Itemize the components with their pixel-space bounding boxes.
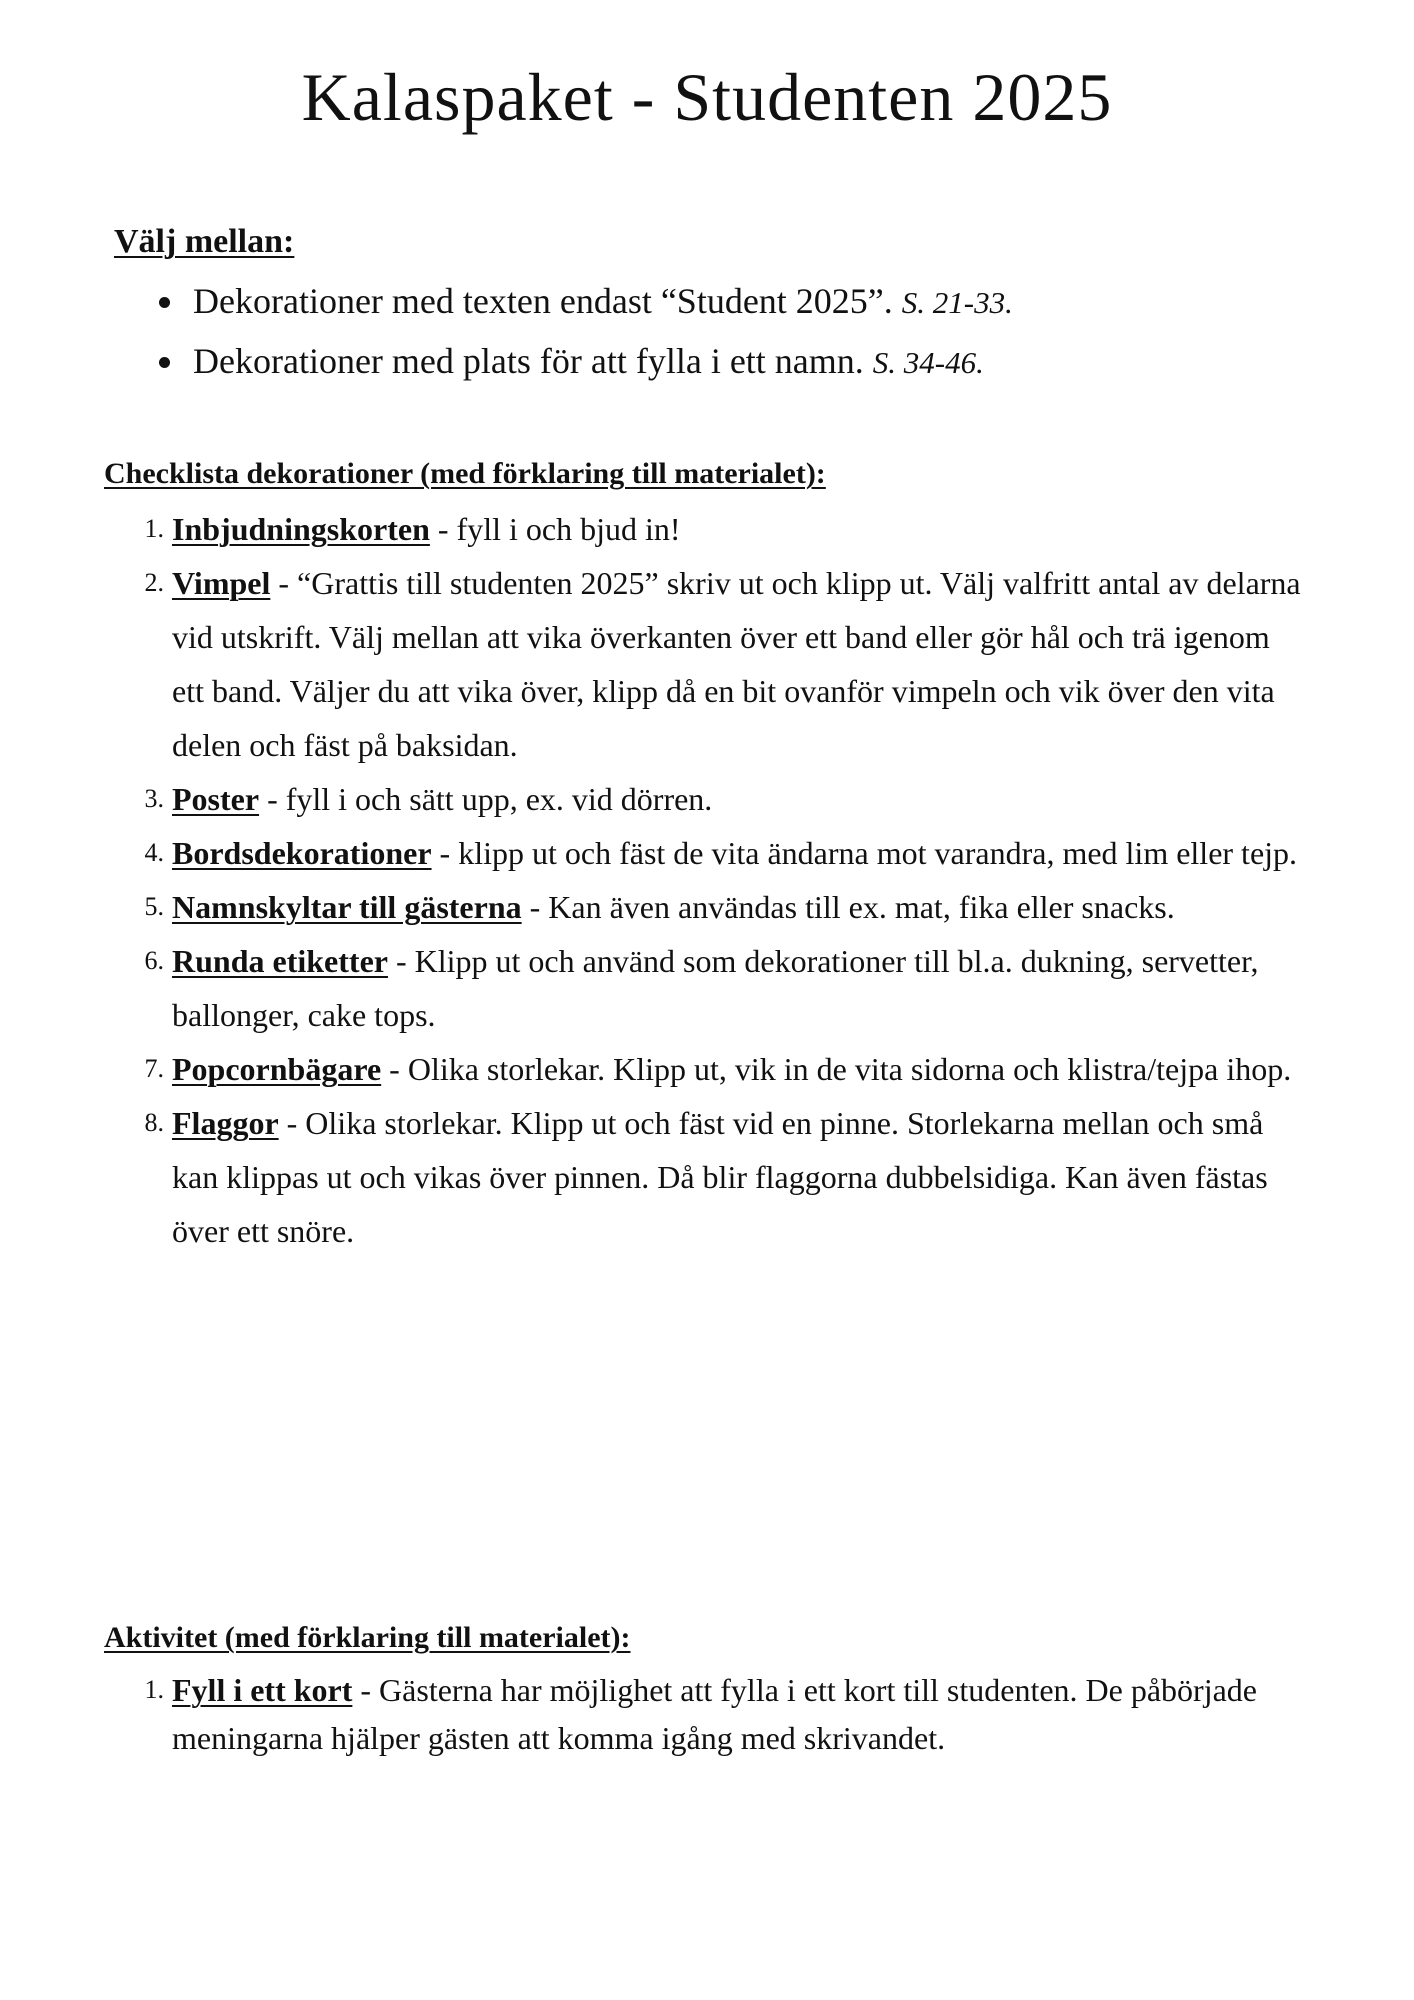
item-term: Flaggor	[172, 1105, 279, 1141]
item-description: - fyll i och sätt upp, ex. vid dörren.	[259, 781, 713, 817]
item-number: 3.	[144, 784, 164, 813]
activity-list	[104, 1666, 1364, 1762]
activity-heading: Aktivitet (med förklaring till materialet):	[104, 1621, 631, 1654]
choose-options-list	[112, 272, 1352, 392]
item-term: Poster	[172, 781, 260, 817]
choose-option-pages: S. 34-46.	[872, 345, 984, 380]
checklist-item	[144, 556, 1302, 772]
item-description: - Klipp ut och använd som dekorationer till bl.a. dukning, servetter, ballonger, cake tops.	[172, 943, 1259, 1033]
item-number: 2.	[144, 568, 164, 597]
item-description: - “Grattis till studenten 2025” skriv ut och klipp ut. Välj valfritt antal av delarna vid utskrift. Välj mellan att vika överkanten över ett band eller gör hål och trä igenom ett band. Väljer du att vika över, klipp då en bit ovanför vimpeln och vik över den vita delen och fäst på baksidan.	[172, 565, 1301, 763]
item-term: Namnskyltar till gästerna	[172, 889, 522, 925]
item-number: 1.	[144, 1675, 164, 1704]
choose-option	[187, 332, 1352, 392]
item-term: Fyll i ett kort	[172, 1672, 353, 1708]
item-number: 7.	[144, 1054, 164, 1083]
item-description: - Olika storlekar. Klipp ut och fäst vid en pinne. Storlekarna mellan och små kan klippas ut och vikas över pinnen. Då blir flaggorna dubbelsidiga. Kan även fästas över ett snöre.	[172, 1105, 1268, 1249]
activity-item	[144, 1666, 1302, 1762]
checklist-item	[144, 1096, 1302, 1258]
choose-heading: Välj mellan:	[114, 223, 295, 260]
item-term: Inbjudningskorten	[172, 511, 430, 547]
item-number: 6.	[144, 946, 164, 975]
checklist-item	[144, 1042, 1302, 1096]
page-title: Kalaspaket - Studenten 2025	[301, 59, 1113, 135]
choose-section	[112, 218, 1352, 392]
item-term: Runda etiketter	[172, 943, 388, 979]
checklist-section	[104, 452, 1364, 1258]
choose-option-text: Dekorationer med plats för att fylla i ett namn.	[193, 341, 864, 381]
item-description: - Olika storlekar. Klipp ut, vik in de vita sidorna och klistra/tejpa ihop.	[381, 1051, 1292, 1087]
checklist-item	[144, 880, 1302, 934]
item-term: Vimpel	[172, 565, 271, 601]
item-description: - Gästerna har möjlighet att fylla i ett kort till studenten. De påbörjade meningarna hjälper gästen att komma igång med skrivandet.	[172, 1672, 1257, 1756]
checklist-list	[104, 502, 1364, 1258]
item-description: - Kan även användas till ex. mat, fika eller snacks.	[521, 889, 1175, 925]
choose-option	[187, 272, 1352, 332]
item-term: Bordsdekorationer	[172, 835, 432, 871]
choose-option-pages: S. 21-33.	[901, 285, 1013, 320]
checklist-item	[144, 772, 1302, 826]
item-number: 4.	[144, 838, 164, 867]
item-description: - fyll i och bjud in!	[429, 511, 681, 547]
item-number: 8.	[144, 1108, 164, 1137]
checklist-item	[144, 934, 1302, 1042]
checklist-item	[144, 826, 1302, 880]
item-term: Popcornbägare	[172, 1051, 382, 1087]
choose-option-text: Dekorationer med texten endast “Student 2025”.	[193, 281, 893, 321]
item-description: - klipp ut och fäst de vita ändarna mot varandra, med lim eller tejp.	[431, 835, 1298, 871]
item-number: 1.	[144, 514, 164, 543]
checklist-item	[144, 502, 1302, 556]
activity-section	[104, 1616, 1364, 1762]
checklist-heading: Checklista dekorationer (med förklaring till materialet):	[104, 457, 826, 490]
item-number: 5.	[144, 892, 164, 921]
